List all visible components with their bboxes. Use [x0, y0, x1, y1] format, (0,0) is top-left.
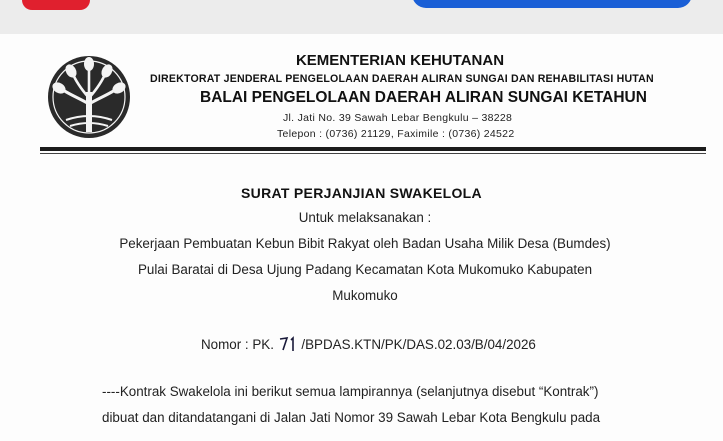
office-phone: Telepon : (0736) 21129, Faximile : (0736) 24522 [277, 128, 515, 140]
document-page [0, 34, 723, 441]
office-name: BALAI PENGELOLAAN DAERAH ALIRAN SUNGAI KETAHUN [200, 89, 647, 106]
document-number [201, 336, 536, 352]
handwritten-number-71 [278, 336, 298, 352]
work-description-line-3: Mukomuko [332, 288, 398, 303]
blue-action-button[interactable] [412, 0, 692, 8]
red-action-button[interactable] [22, 0, 90, 10]
work-description-line-2: Pulai Baratai di Desa Ujung Padang Kecamatan Kota Mukomuko Kabupaten [137, 262, 593, 277]
directorate-name: DIREKTORAT JENDERAL PENGELOLAAN DAERAH ALIRAN SUNGAI DAN REHABILITASI HUTAN [150, 73, 654, 85]
ministry-name: KEMENTERIAN KEHUTANAN [295, 52, 505, 69]
office-address: Jl. Jati No. 39 Sawah Lebar Bengkulu – 38228 [283, 112, 513, 124]
contract-paragraph-line-1: ----Kontrak Swakelola ini berikut semua lampirannya (selanjutnya disebut “Kontrak”) [102, 384, 599, 399]
browser-top-bar [0, 0, 723, 34]
nomor-label: Nomor : PK. [201, 337, 274, 352]
work-description-line-1: Pekerjaan Pembuatan Kebun Bibit Rakyat oleh Badan Usaha Milik Desa (Bumdes) [119, 236, 611, 251]
tree-logo-icon [46, 54, 132, 140]
document-intro: Untuk melaksanakan : [298, 210, 432, 225]
letterhead-divider-thick [40, 147, 706, 151]
letterhead-divider-thin [40, 153, 706, 154]
contract-paragraph-line-2: dibuat dan ditandatangani di Jalan Jati Nomor 39 Sawah Lebar Kota Bengkulu pada [102, 410, 601, 425]
document-title: SURAT PERJANJIAN SWAKELOLA [241, 185, 482, 201]
nomor-suffix: /BPDAS.KTN/PK/DAS.02.03/B/04/2026 [301, 337, 536, 352]
